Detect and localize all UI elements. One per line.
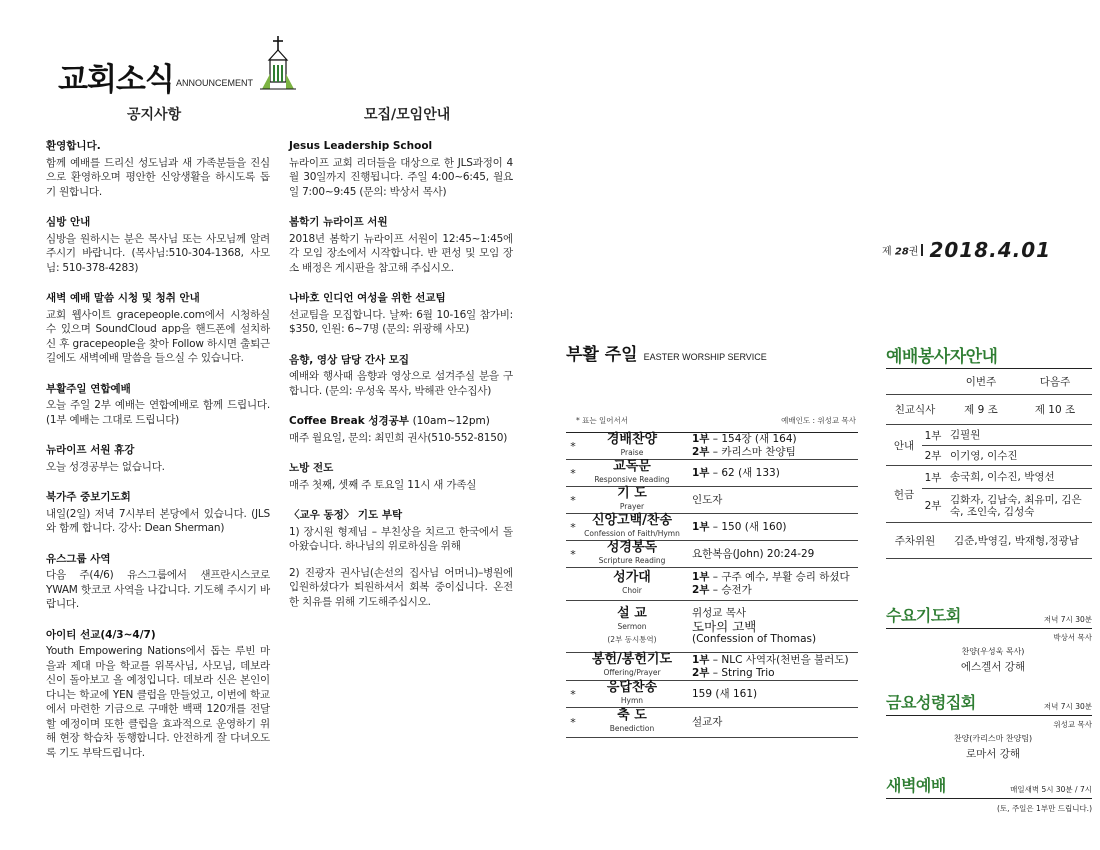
detail-line bbox=[692, 433, 858, 446]
order-item-name bbox=[580, 710, 684, 735]
col-next-week: 다음주 bbox=[1039, 376, 1071, 388]
notice-title: 환영합니다. bbox=[46, 140, 101, 152]
recruit-body: 2018년 봄학기 뉴라이프 서원이 12:45~1:45에 각 모임 장소에서 시작합니다. 반 편성 및 모임 장소 배정은 게시판을 참고해 주십시오. bbox=[289, 232, 513, 274]
recruit-item bbox=[289, 291, 513, 337]
offering-row bbox=[922, 488, 1092, 522]
order-item-name bbox=[580, 485, 684, 513]
order-item-english: Responsive Reading bbox=[594, 474, 670, 484]
order-row bbox=[566, 568, 858, 601]
order-row bbox=[566, 514, 858, 541]
recruit-title-main: Coffee Break 성경공부 bbox=[289, 415, 409, 427]
standing-marker: * bbox=[570, 547, 576, 561]
order-item-name bbox=[580, 512, 684, 540]
order-item-english: Benediction bbox=[609, 724, 655, 733]
order-item-english: Scripture Reading bbox=[598, 555, 666, 565]
offering-names: 송국희, 이수진, 박영선 bbox=[950, 471, 1055, 483]
detail-line bbox=[692, 521, 858, 534]
standing-marker: * bbox=[570, 493, 576, 507]
volume-prefix: 제 bbox=[882, 246, 892, 258]
order-item-detail bbox=[684, 607, 858, 646]
order-table bbox=[566, 432, 858, 738]
order-item-english: Confession of Faith/Hymn bbox=[584, 528, 680, 538]
parking-row bbox=[886, 523, 1092, 559]
wednesday-title: 수요기도회 bbox=[886, 606, 961, 625]
detail-text: – 구주 예수, 부활 승리 하셨다 bbox=[709, 571, 850, 583]
order-row bbox=[566, 653, 858, 681]
detail-line bbox=[692, 571, 858, 584]
friday-title: 금요성령집회 bbox=[886, 693, 976, 712]
part-label: 2부 bbox=[692, 666, 710, 679]
order-row bbox=[566, 541, 858, 568]
part-label: 2부 bbox=[692, 584, 710, 596]
detail-line bbox=[692, 584, 858, 597]
offering-names: 김화자, 김남숙, 최유미, 김은숙, 조인숙, 김성숙 bbox=[950, 493, 1082, 518]
detail-line bbox=[692, 620, 858, 633]
notice-body: 함께 예배를 드리신 성도님과 새 가족분들을 진심으로 환영하오며 평안한 신앙생활을 하시도록 돕기 원합니다. bbox=[46, 156, 270, 198]
dawn-time: 매일새벽 5시 30분 / 7시 bbox=[1010, 785, 1092, 794]
order-item-english: Praise bbox=[620, 447, 644, 457]
dawn-title: 새벽예배 bbox=[886, 776, 946, 795]
recruit-title: Jesus Leadership School bbox=[289, 140, 433, 152]
order-item-detail bbox=[684, 654, 858, 680]
greeting-label: 친교식사 bbox=[894, 404, 936, 416]
greeting-this: 제 9 조 bbox=[964, 404, 998, 416]
greeting-row bbox=[886, 395, 1092, 425]
order-row bbox=[566, 601, 858, 653]
order-item-korean: 응답찬송 bbox=[606, 679, 658, 695]
order-row bbox=[566, 487, 858, 514]
notice-column bbox=[46, 139, 270, 776]
page-subtitle: ANNOUNCEMENT bbox=[176, 78, 254, 88]
standing-marker: * bbox=[570, 520, 576, 534]
wednesday-lead: 박상서 목사 bbox=[1053, 633, 1092, 642]
divider bbox=[921, 244, 923, 256]
detail-text: 설교자 bbox=[692, 716, 723, 728]
usher-row bbox=[922, 445, 1092, 465]
friday-sermon: 로마서 강해 bbox=[965, 748, 1021, 760]
wednesday-meeting bbox=[886, 603, 1092, 674]
worship-title: 부활 주일 bbox=[566, 345, 638, 365]
detail-text: – 승전가 bbox=[709, 584, 752, 596]
usher-label: 안내 bbox=[893, 439, 915, 452]
part-label: 1부 bbox=[924, 471, 942, 484]
order-item-name bbox=[580, 679, 684, 707]
order-item-detail bbox=[684, 571, 858, 597]
worship-header bbox=[566, 340, 858, 365]
recruit-title: 나바호 인디언 여성을 위한 선교팀 bbox=[289, 292, 446, 304]
notice-item bbox=[46, 382, 270, 428]
part-label: 2부 bbox=[924, 500, 942, 512]
recruit-title: 음향, 영상 담당 간사 모집 bbox=[289, 353, 410, 366]
order-item-english: Choir bbox=[622, 585, 642, 595]
detail-text: 인도자 bbox=[692, 493, 723, 506]
offering-group bbox=[886, 466, 1092, 523]
dawn-meeting bbox=[886, 773, 1092, 814]
recruit-title bbox=[289, 414, 513, 429]
notice-body: 교회 웹사이트 gracepeople.com에서 시청하실 수 있으며 SoundCloud app을 핸드폰에 설치하신 후 gracepeople을 찾아 Follow 하시면 출퇴근길에도 새벽예배 말씀을 들으실 수 있습니다. bbox=[46, 308, 270, 364]
detail-text: 위성교 목사 bbox=[692, 607, 747, 619]
parking-names: 김준,박영길, 박재형,정광남 bbox=[954, 534, 1079, 547]
part-label: 1부 bbox=[924, 429, 942, 442]
friday-hymn: 찬양(카리스마 찬양팀) bbox=[953, 734, 1033, 743]
recruit-title-time: (10am~12pm) bbox=[412, 415, 490, 427]
recruit-item bbox=[289, 461, 513, 492]
order-item-name bbox=[580, 605, 684, 646]
service-table bbox=[886, 368, 1092, 559]
friday-time: 저녁 7시 30분 bbox=[1043, 702, 1092, 711]
worship-meta bbox=[566, 415, 858, 426]
order-row bbox=[566, 460, 858, 487]
notice-item bbox=[46, 552, 270, 612]
order-item-name bbox=[580, 539, 684, 567]
page-title: 교회소식 bbox=[58, 62, 174, 98]
notice-title: 부활주일 연합예배 bbox=[46, 382, 131, 395]
recruit-item bbox=[289, 353, 513, 399]
recruit-body: 예배와 행사때 음향과 영상으로 섬겨주실 분을 구합니다. (문의: 우성욱 목사, 박해관 안수집사) bbox=[289, 370, 513, 397]
part-label: 1부 bbox=[692, 653, 710, 666]
standing-note: * 표는 일어서서 bbox=[576, 416, 628, 425]
detail-text: – 154장 (새 164) bbox=[709, 433, 797, 445]
worship-order bbox=[566, 340, 858, 738]
recruit-body-2: 2) 진광자 권사님(손선의 집사님 어머니)–병원에 입원하셨다가 퇴원하셔서 회복 중이십니다. 온전한 치유를 위해 기도해주십시오. bbox=[289, 566, 513, 608]
order-item-korean: 경배찬양 bbox=[606, 431, 658, 447]
issue-info bbox=[882, 238, 1051, 262]
notice-title: 유스그룹 사역 bbox=[46, 552, 111, 565]
notice-title: 새벽 예배 말씀 시청 및 청취 안내 bbox=[46, 292, 200, 304]
detail-line bbox=[692, 494, 858, 507]
order-item-korean: 교독문 bbox=[613, 458, 651, 474]
detail-line bbox=[692, 654, 858, 667]
notice-body: Youth Empowering Nations에서 돕는 루빈 마을과 제대 마을 학교를 위목사님, 사모님, 데보라 신이 돌아보고 올 예정입니다. 데보라 신은 본인이 다니는 학교에 YEN 클럽을 만들었고, 이번에 학교에서 마련한 기금으로 구매한 백팩 120개를 전달할 예정이며 또한 클럽을 효과적으로 운영하기 위해 현장 학습차 동행합니다. 안전하게 잘 다녀오도록 기도 부탁드립니다. bbox=[46, 645, 270, 759]
detail-line bbox=[692, 688, 858, 701]
notice-body: 내일(2일) 저녁 7시부터 본당에서 있습니다. (JLS와 함께 합니다. 강사: Dean Sherman) bbox=[46, 507, 270, 534]
wednesday-time: 저녁 7시 30분 bbox=[1043, 615, 1092, 624]
notice-body: 다음 주(4/6) 유스그룹에서 샌프란시스코로 YWAM 핫코코 사역을 나갑니다. 기도해 주시기 바랍니다. bbox=[46, 569, 270, 610]
detail-text: – 카리스마 찬양팀 bbox=[709, 446, 796, 458]
detail-text: – NLC 사역자(천번을 불러도) bbox=[709, 653, 849, 666]
service-header-row bbox=[886, 369, 1092, 395]
offering-label: 헌금 bbox=[893, 488, 915, 501]
issue-date: 2018.4.01 bbox=[929, 238, 1052, 262]
recruit-title: 봄학기 뉴라이프 서원 bbox=[289, 216, 388, 228]
order-item-name bbox=[580, 569, 684, 597]
part-label: 1부 bbox=[692, 466, 710, 479]
volume-number: 28 bbox=[894, 246, 909, 258]
usher-names: 김필원 bbox=[950, 429, 981, 441]
order-item-detail bbox=[684, 548, 858, 561]
recruit-item bbox=[289, 215, 513, 275]
offering-row bbox=[922, 466, 1092, 488]
order-item-detail bbox=[684, 467, 858, 480]
order-item-korean: 성가대 bbox=[613, 569, 651, 585]
notice-item bbox=[46, 139, 270, 199]
friday-lead: 위성교 목사 bbox=[1053, 720, 1092, 729]
recruit-body: 선교팀을 모집합니다. 날짜: 6월 10-16일 참가비: $350, 인원: 6~7명 (문의: 위광해 사모) bbox=[289, 308, 513, 335]
notice-body: 심방을 원하시는 분은 목사님 또는 사모님께 알려 주시기 바랍니다. (목사님:510-304-1368, 사모님: 510-378-4283) bbox=[46, 232, 270, 274]
detail-text: – 150 (새 160) bbox=[709, 520, 787, 533]
notice-item bbox=[46, 628, 270, 761]
wednesday-hymn: 찬양(우성욱 목사) bbox=[961, 647, 1025, 656]
order-item-english: Offering/Prayer bbox=[603, 668, 661, 677]
order-item-english: Hymn bbox=[620, 695, 644, 705]
notice-title: 뉴라이프 서원 휴강 bbox=[46, 444, 135, 456]
order-item-detail bbox=[684, 433, 858, 459]
friday-meeting bbox=[886, 690, 1092, 761]
detail-text: 159 (새 161) bbox=[692, 687, 758, 700]
part-label: 1부 bbox=[692, 520, 710, 533]
worship-leader: 예배인도 : 위성교 목사 bbox=[781, 416, 856, 425]
recruit-item bbox=[289, 414, 513, 445]
service-title: 예배봉사자안내 bbox=[886, 347, 998, 367]
order-item-name bbox=[580, 431, 684, 459]
detail-text: 도마의 고백 bbox=[692, 619, 757, 634]
standing-marker: * bbox=[570, 687, 576, 701]
recruit-item bbox=[289, 508, 513, 609]
notice-item bbox=[46, 443, 270, 474]
detail-line bbox=[692, 716, 858, 729]
order-item-korean: 축 도 bbox=[617, 708, 647, 723]
recruit-body: 뉴라이프 교회 리더들을 대상으로 한 JLS과정이 4월 30일까지 진행됩니다. 주일 4:00~6:45, 월요일 7:00~9:45 (문의: 박상서 목사) bbox=[289, 156, 513, 198]
order-item-detail bbox=[684, 688, 858, 701]
part-label: 1부 bbox=[692, 433, 710, 445]
greeting-next: 제 10 조 bbox=[1034, 404, 1076, 416]
notice-body: 오늘 성경공부는 없습니다. bbox=[46, 460, 165, 473]
detail-line bbox=[692, 667, 858, 680]
detail-line bbox=[692, 548, 858, 561]
order-item-korean: 성경봉독 bbox=[606, 539, 658, 555]
detail-text: (Confession of Thomas) bbox=[692, 633, 817, 645]
recruit-item bbox=[289, 139, 513, 199]
usher-names: 이기영, 이수진 bbox=[950, 449, 1018, 462]
notice-title: 아이티 선교(4/3~4/7) bbox=[46, 628, 156, 641]
volume-label bbox=[882, 247, 918, 258]
standing-marker: * bbox=[570, 466, 576, 480]
notice-title: 심방 안내 bbox=[46, 216, 91, 228]
recruit-body: 매주 첫째, 셋째 주 토요일 11시 새 가족실 bbox=[289, 478, 477, 491]
order-item-detail bbox=[684, 521, 858, 534]
notice-title: 북가주 중보기도회 bbox=[46, 491, 131, 503]
recruit-heading: 모집/모임안내 bbox=[364, 107, 451, 123]
order-item-korean: 봉헌/봉헌기도 bbox=[591, 652, 673, 667]
recruit-title: 노방 전도 bbox=[289, 462, 334, 474]
order-item-korean: 설 교 bbox=[617, 605, 647, 621]
detail-line bbox=[692, 446, 858, 459]
detail-line bbox=[692, 467, 858, 480]
detail-text: – String Trio bbox=[709, 666, 775, 679]
order-item-english: Prayer bbox=[619, 501, 645, 511]
order-item-detail bbox=[684, 494, 858, 507]
notice-body: 오늘 주일 2부 예배는 연합예배로 함께 드립니다. (1부 예배는 그대로 드립니다) bbox=[46, 399, 270, 426]
detail-line bbox=[692, 633, 858, 646]
col-this-week: 이번주 bbox=[965, 376, 997, 388]
part-label: 2부 bbox=[692, 446, 710, 458]
notice-item bbox=[46, 291, 270, 366]
church-icon bbox=[260, 34, 296, 90]
order-item-detail bbox=[684, 716, 858, 729]
order-row bbox=[566, 681, 858, 708]
standing-marker: * bbox=[570, 716, 576, 729]
volume-suffix: 권 bbox=[908, 246, 919, 258]
notice-item bbox=[46, 215, 270, 275]
order-row bbox=[566, 708, 858, 738]
order-item-korean: 신앙고백/찬송 bbox=[591, 512, 673, 528]
recruit-body: 매주 월요일, 문의: 최민희 권사(510-552-8150) bbox=[289, 431, 508, 444]
detail-text: – 62 (새 133) bbox=[709, 466, 780, 479]
order-item-korean: 기 도 bbox=[617, 485, 647, 501]
order-item-note: (2부 동시통역) bbox=[607, 634, 657, 644]
order-item-name bbox=[580, 458, 684, 486]
standing-marker: * bbox=[570, 439, 576, 453]
recruit-column bbox=[289, 139, 513, 625]
parking-label: 주차위원 bbox=[894, 535, 936, 547]
dawn-note: (토, 주일은 1부만 드립니다.) bbox=[997, 804, 1092, 813]
recruit-title: 〈교우 동정〉 기도 부탁 bbox=[289, 509, 403, 521]
wednesday-sermon: 에스겔서 강해 bbox=[960, 661, 1026, 673]
notice-item bbox=[46, 490, 270, 536]
notice-heading: 공지사항 bbox=[127, 107, 182, 123]
detail-text: 요한복음(John) 20:24-29 bbox=[692, 547, 815, 560]
recruit-body: 1) 장시원 형제님 – 부친상을 치르고 한국에서 돌아왔습니다. 하나님의 위로하심을 위해 bbox=[289, 525, 513, 552]
part-label: 2부 bbox=[924, 450, 942, 462]
usher-group bbox=[886, 425, 1092, 466]
order-row bbox=[566, 433, 858, 460]
announcement-header bbox=[58, 34, 308, 98]
worship-subtitle: EASTER WORSHIP SERVICE bbox=[643, 352, 767, 362]
usher-row bbox=[922, 425, 1092, 445]
part-label: 1부 bbox=[692, 571, 710, 583]
order-item-english: Sermon bbox=[617, 621, 647, 631]
order-item-name bbox=[580, 654, 684, 679]
